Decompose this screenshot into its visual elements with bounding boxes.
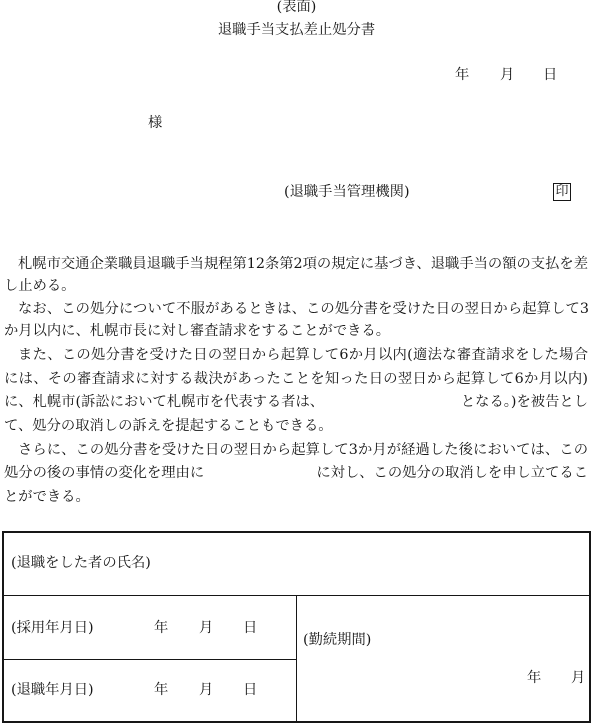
body-line: て、処分の取消しの訴えを提起することもできる。 xyxy=(4,418,333,434)
body-line-segment: となる。)を被告とし xyxy=(460,394,588,410)
body-line: か月以内に、札幌市長に対し審査請求をすることができる。 xyxy=(4,323,391,339)
retirement-date-day: 日 xyxy=(243,682,258,698)
body-line-segment: に対し、この処分の取消しを申し立てるこ xyxy=(316,465,588,481)
body-line: さらに、この処分書を受けた日の翌日から起算して3か月が経過した後においては、この xyxy=(18,442,588,458)
body-line-with-blank xyxy=(4,392,588,412)
service-period-months: 月 xyxy=(571,670,586,686)
body-line: とができる。 xyxy=(4,489,90,505)
body-line-with-blank xyxy=(4,463,588,483)
side-label: (表面) xyxy=(276,0,317,15)
hire-date-day: 日 xyxy=(243,620,258,636)
service-period-years: 年 xyxy=(527,670,542,686)
issuer-label: (退職手当管理機関) xyxy=(284,184,410,200)
retirement-date-label: (退職年月日) xyxy=(11,682,94,698)
body-line: には、その審査請求に対する裁決があったことを知った日の翌日から起算して6か月以内) xyxy=(4,371,588,387)
seal-mark: 印 xyxy=(553,183,571,201)
retirement-date-month: 月 xyxy=(199,682,214,698)
body-line-segment: に、札幌市(訴訟において札幌市を代表する者は、 xyxy=(4,394,325,410)
issue-date-year: 年 xyxy=(455,67,470,83)
body-line-segment: 処分の後の事情の変化を理由に xyxy=(4,465,205,481)
body-line: なお、この処分について不服があるときは、この処分書を受けた日の翌日から起算して3 xyxy=(18,301,589,317)
service-period-label: (勤続期間) xyxy=(303,632,372,648)
addressee-honorific: 様 xyxy=(148,115,163,131)
issue-date-day: 日 xyxy=(543,67,558,83)
retiree-name-label: (退職をした者の氏名) xyxy=(11,555,151,571)
issue-date-month: 月 xyxy=(500,67,515,83)
retirement-date-year: 年 xyxy=(154,682,169,698)
body-line: また、この処分書を受けた日の翌日から起算して6か月以内(適法な審査請求をした場合 xyxy=(18,347,588,363)
hire-date-month: 月 xyxy=(199,620,214,636)
fill-in-blank xyxy=(324,392,461,412)
document-title: 退職手当支払差止処分書 xyxy=(217,22,376,38)
body-line: し止める。 xyxy=(4,278,76,294)
table-column-divider xyxy=(296,595,297,723)
hire-date-label: (採用年月日) xyxy=(11,620,94,636)
hire-date-year: 年 xyxy=(154,620,169,636)
fill-in-blank xyxy=(204,463,316,483)
table-row-divider xyxy=(2,659,297,660)
body-line: 札幌市交通企業職員退職手当規程第12条第2項の規定に基づき、退職手当の額の支払を差 xyxy=(18,256,588,272)
